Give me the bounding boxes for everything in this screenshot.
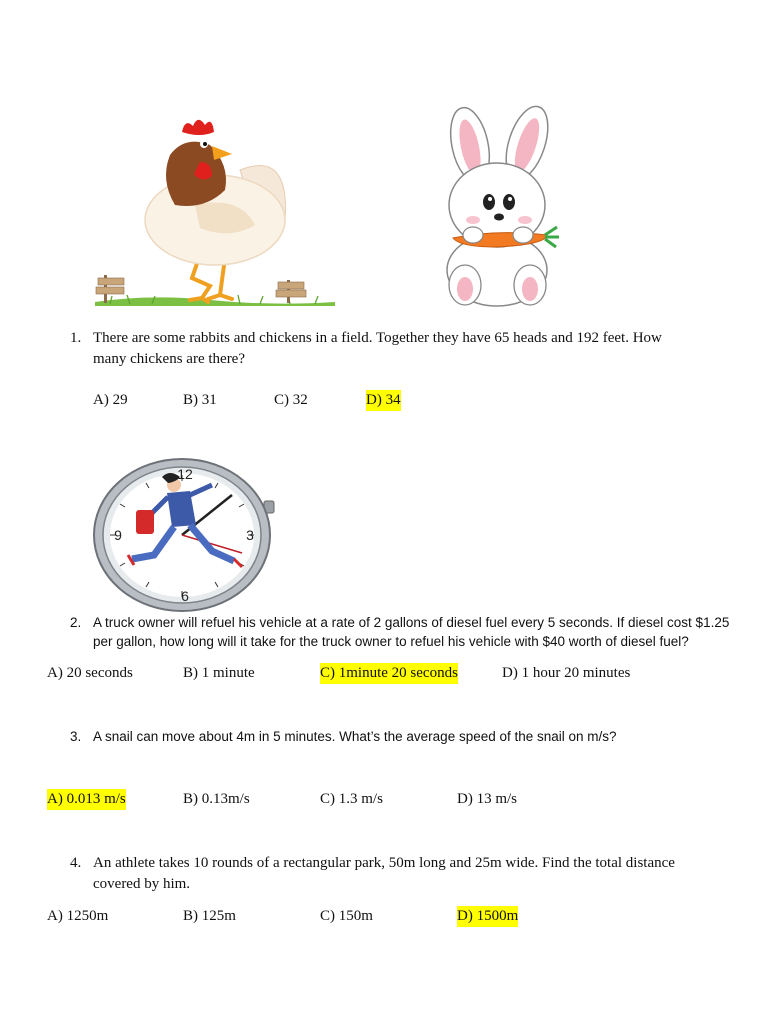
question-1-option-a: A) 29 (93, 392, 128, 408)
question-2-option-b: B) 1 minute (183, 665, 255, 681)
rabbit-illustration (435, 105, 560, 305)
question-2-number: 2. (70, 615, 82, 630)
clock-numeral-12: 12 (177, 466, 193, 482)
question-3-number: 3. (70, 729, 82, 744)
question-4-text-line1: An athlete takes 10 rounds of a rectangular park, 50m long and 25m wide. Find the total distance (93, 855, 675, 871)
question-4-number: 4. (70, 855, 82, 871)
clock-numeral-3: 3 (246, 527, 254, 543)
clock-numeral-6: 6 (181, 588, 189, 604)
question-3-option-c: C) 1.3 m/s (320, 791, 383, 807)
question-1-text-line1: There are some rabbits and chickens in a field. Together they have 65 heads and 192 feet. How (93, 330, 662, 346)
question-1-number: 1. (70, 330, 82, 346)
question-4-option-a: A) 1250m (47, 908, 109, 924)
chicken-illustration (90, 110, 340, 310)
question-4-option-c: C) 150m (320, 908, 373, 924)
question-2-option-c-highlighted: C) 1minute 20 seconds (320, 663, 458, 684)
question-4-option-d-highlighted: D) 1500m (457, 906, 518, 927)
clock-illustration (92, 455, 277, 615)
question-2-option-a: A) 20 seconds (47, 665, 133, 681)
question-1-option-c: C) 32 (274, 392, 308, 408)
question-1-option-d-highlighted: D) 34 (366, 390, 401, 411)
question-2-text-line2: per gallon, how long will it take for the truck owner to refuel his vehicle with $40 worth of diesel fuel? (93, 634, 689, 649)
question-2-option-d: D) 1 hour 20 minutes (502, 665, 631, 681)
question-2-text-line1: A truck owner will refuel his vehicle at a rate of 2 gallons of diesel fuel every 5 seconds. If diesel cost $1.25 (93, 615, 730, 630)
signpost-icon (96, 275, 124, 303)
question-3-text: A snail can move about 4m in 5 minutes. What’s the average speed of the snail on m/s? (93, 729, 617, 744)
question-3-option-b: B) 0.13m/s (183, 791, 250, 807)
clock-numeral-9: 9 (114, 527, 122, 543)
question-3-option-d: D) 13 m/s (457, 791, 517, 807)
question-1-text-line2: many chickens are there? (93, 351, 245, 367)
question-1-option-b: B) 31 (183, 392, 217, 408)
question-4-option-b: B) 125m (183, 908, 236, 924)
question-3-option-a-highlighted: A) 0.013 m/s (47, 789, 126, 810)
signpost-icon (276, 280, 306, 303)
question-4-text-line2: covered by him. (93, 876, 191, 892)
